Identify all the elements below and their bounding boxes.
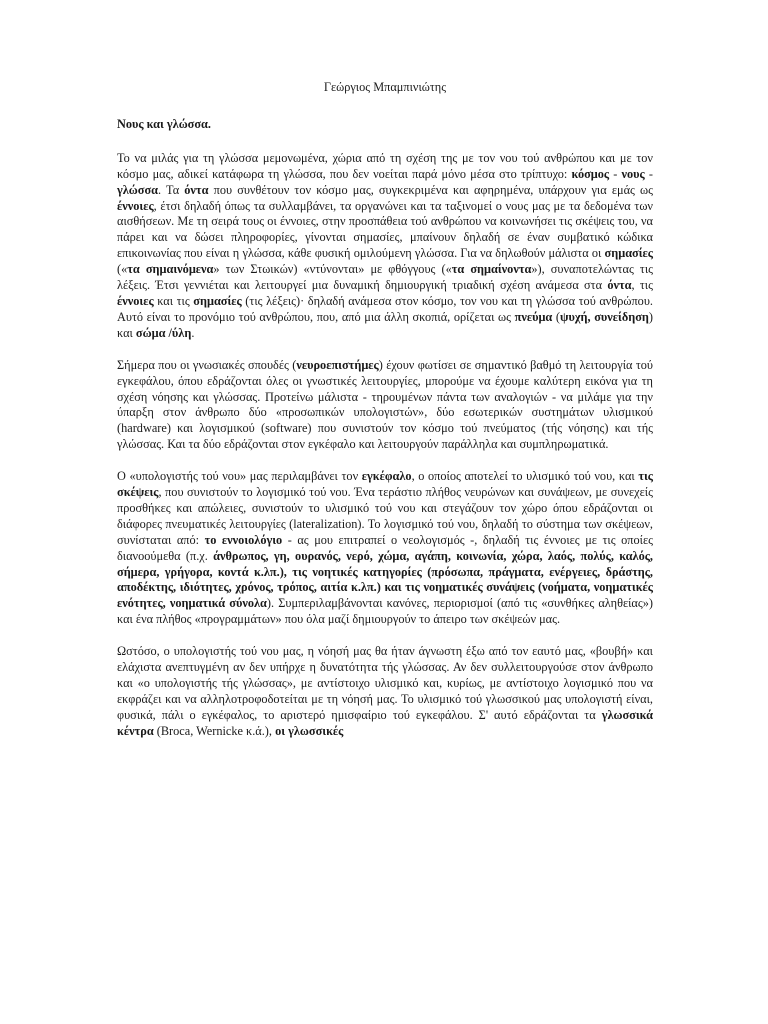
text-run: Ωστόσο, ο υπολογιστής τού νου μας, η νόησή μας θα ήταν άγνωστη έξω από τον εαυτό μας, «βουβή» και ελάχιστα ανεπτυγμένη αν δεν υπήρχε η δυνατότητα τής γλώσσας. Αν δεν συλλειτουργούσε στον άνθρωπο και «ο υπολογιστής τής γλώσσας», με αντίστοιχο υλισμικό και, κυρίως, με αντίστοιχο λογισμικό που να εκφράζει και να αλληλοτροφοδοτείται με τη νόησή μας. Το υλισμικό τού γλωσσικού μας υπολογιστή είναι, φυσικά, πάλι ο εγκέφαλος, το αριστερό ημισφαίριο τού εγκεφάλου. Σ' αυτό εδράζονται τα [117,644,653,722]
text-run: Το να μιλάς για τη γλώσσα μεμονωμένα, χώρια από τη σχέση της με τον νου τού ανθρώπου και με τον κόσμο μας, αδικεί κατάφωρα τη γλώσσα, που δεν νοείται παρά μόνο μέσα στο τρίπτυχο: [117,150,653,181]
bold-text: τα σημαίνοντα [451,262,532,277]
bold-text: τα σημαινόμενα [127,262,214,277]
bold-text: άνθρωπος, γη, ουρανός, νερό, χώμα, αγάπη, κοινωνία, χώρα, λαός, πολύς, καλός, σήμερα, γρήγορα, κοντά κ.λπ.), τις νοητικές κατηγορίες (πρόσωπα, πράγματα, ενέργειες, δράστης, αποδέκτης, ιδιότητες, χρόνος, τρόπος, αιτία κ.λπ.) και τις νοηματικές συνάψεις (νοήματα, νοηματικές ενότητες, νοηματικά σύνολα [117,548,653,611]
bold-text: σώμα /ύλη [135,325,192,340]
text-run: Σήμερα που οι γνωσιακές σπουδές ( [117,357,297,372]
bold-text: ψυχή, συνείδηση [560,309,649,324]
bold-text: όντα [607,278,632,293]
document-title: Νους και γλώσσα. [117,116,211,131]
bold-text: το εννοιολόγιο [204,532,283,547]
text-run: , ο οποίος αποτελεί το υλισμικό τού νου, και [411,469,639,484]
text-run: ) έχουν φωτίσει σε σημαντικό βαθμό τη λειτουργία τού εγκεφάλου, όπου εδράζονται όλες οι γνωστικές λειτουργίες, μπορούμε να έχουμε καλύτερη εικόνα για τη σχέση νόησης και γλώσσας. Προτείνω μάλιστα - τηρουμένων πάντα των αναλογιών - να μιλάμε για την ύπαρξη στον άνθρωπο δύο «προσωπικών υπολογιστών», δύο εσωτερικών συστημάτων υλισμικού (hardware) και λογισμικού (software) που συνιστούν τον κόσμο τού πνεύματος (τής νόησης) και τής γλώσσας. Και τα δύο εδράζονται στον εγκέφαλο και λειτουργούν παράλληλα και συμπληρωματικά. [117,357,654,452]
document-body [117,151,653,740]
text-run: , τις [631,278,653,293]
bold-text: γλωσσικά κέντρα [117,707,653,738]
text-run: (« [117,262,128,277]
text-run: ). Συμπεριλαμβάνονται κανόνες, περιορισμοί (από τις «συνθήκες αληθείας») και ένα πλήθος «προγραμμάτων» που όλα μαζί δημιουργούν το άπειρο των σκέψεών μας. [117,596,653,627]
text-run: ( [552,309,561,324]
bold-text: νους [621,166,645,181]
text-run: » των Στωικών) «ντύνονται» με φθόγγους (« [213,262,452,277]
paragraph [117,469,653,628]
bold-text: πνεύμα [514,309,553,324]
text-run: (Broca, Wernicke κ.ά.), [153,723,276,738]
text-run: - ας μου επιτραπεί ο νεολογισμός -, δηλαδή τις έννοιες με τις οποίες διανοούμεθα (π.χ. [117,532,653,563]
bold-text: εγκέφαλο [361,469,412,484]
document-page [117,80,653,756]
text-run: . Τα [158,182,185,197]
bold-text: σημασίες [193,293,242,308]
text-run: - [609,166,622,181]
bold-text: όντα [184,182,209,197]
text-run: , έτσι δηλαδή όπως τα συλλαμβάνει, τα οργανώνει και τα ταξινομεί ο νους μας με τα δεδομένα των αισθήσεων. Με τη σειρά τους οι έννοιες, στην προσπάθεια τού ανθρώπου να κοινωνήσει τις σκέψεις του, να πάρει και να δώσει πληροφορίες, γίνονται σημασίες, μπαίνουν δηλαδή σε έναν συμβατικό κώδικα επικοινωνίας που είναι η γλώσσα, κάθε φυσική ομιλούμενη γλώσσα. Για να δηλωθούν μάλιστα οι [117,198,653,261]
text-run: και τις [153,293,194,308]
bold-text: νευροεπιστήμες [296,357,379,372]
text-run: . [191,325,195,340]
text-run: ) και [117,309,653,340]
bold-text: σημασίες [604,246,653,261]
paragraph [117,358,653,453]
text-run: , που συνιστούν το λογισμικό τού νου. Ένα τεράστιο πλήθος νευρώνων και συνάψεων, με συνεχείς προσθήκες και απώλειες, συνιστούν το υλισμικό τού νου και στεγάζουν τον χώρο όπου εδράζονται οι διάφορες πνευματικές λειτουργίες (lateralization). Το λογισμικό τού νου, δηλαδή το σύστημα των σκέψεων, συνίσταται από: [117,485,653,547]
text-run: - [644,166,653,181]
text-run: που συνθέτουν τον κόσμο μας, συγκεκριμένα και αφηρημένα, υπάρχουν για εμάς ως [208,182,653,197]
bold-text: οι γλωσσικές [275,723,344,738]
bold-text: τις σκέψεις [117,469,653,500]
bold-text: έννοιες [117,198,154,213]
paragraph [117,644,653,739]
bold-text: έννοιες [117,293,154,308]
bold-text: κόσμος [571,166,610,181]
paragraph [117,151,653,342]
text-run: (τις λέξεις)· δηλαδή ανάμεσα στον κόσμο, τον νου και τη γλώσσα τού ανθρώπου. Αυτό είναι το προνόμιο τού ανθρώπου, που, από μια άλλη σκοπιά, ορίζεται ως [117,293,653,324]
text-run: »), συναποτελώντας τις λέξεις. Έτσι γεννιέται και λειτουργεί μια δυναμική δημιουργική τριαδική σχέση ανάμεσα στα [117,262,654,293]
author-name: Γεώργιος Μπαμπινιώτης [323,80,447,94]
text-run: Ο «υπολογιστής τού νου» μας περιλαμβάνει τον [117,469,362,484]
bold-text: γλώσσα [117,182,159,197]
